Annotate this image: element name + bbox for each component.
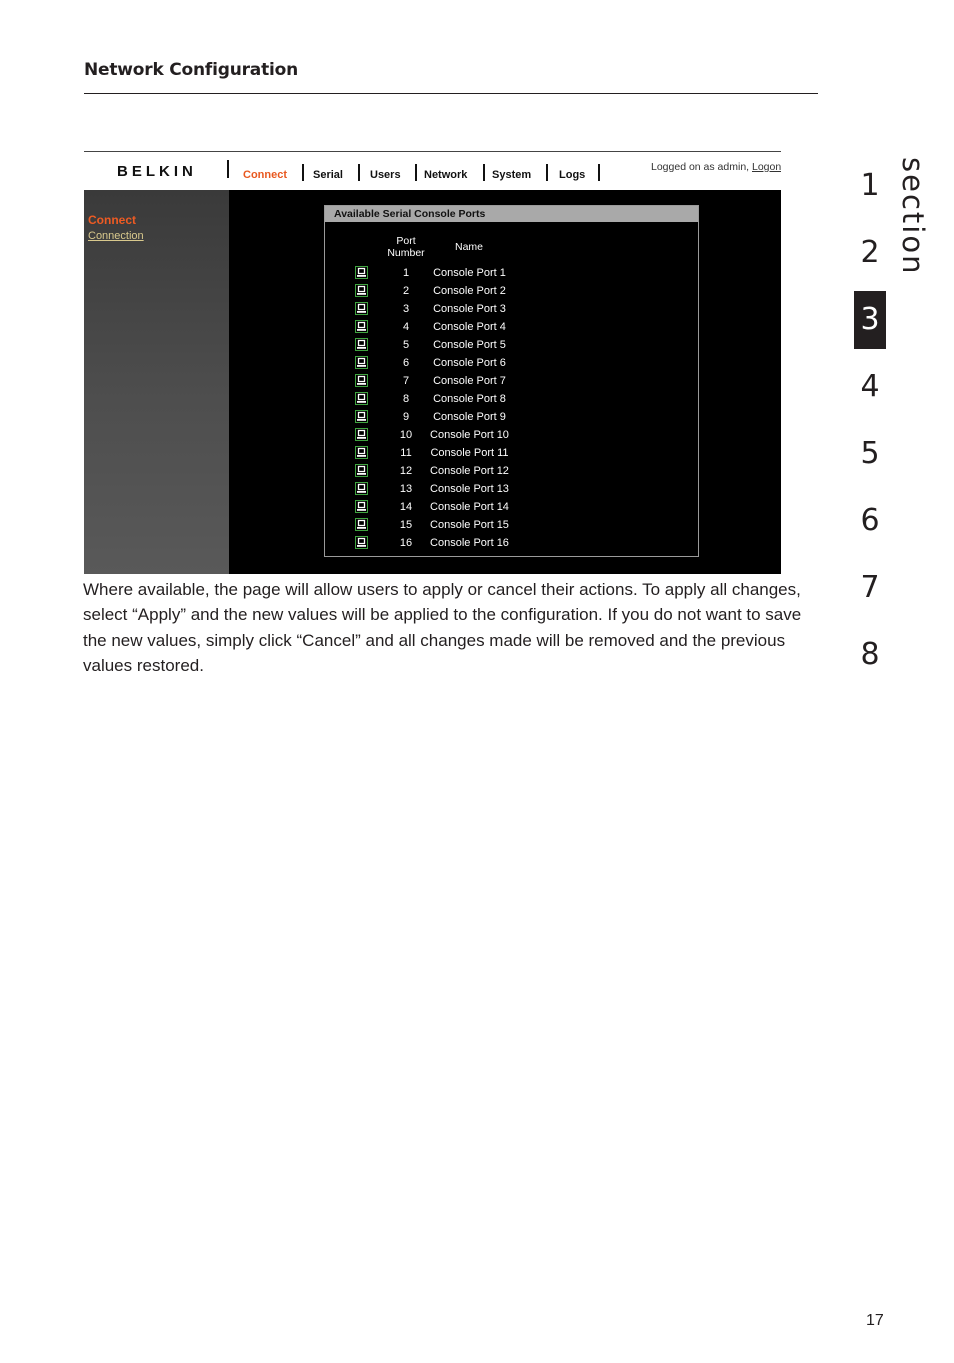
port-name: Console Port 16 (430, 537, 509, 549)
nav-tab-users[interactable]: Users (370, 169, 401, 181)
port-number: 5 (402, 339, 410, 351)
console-ports-panel (324, 205, 699, 557)
port-row (325, 536, 698, 554)
nav-tab-network[interactable]: Network (424, 169, 468, 181)
port-name: Console Port 7 (433, 375, 506, 387)
terminal-icon[interactable] (355, 392, 368, 405)
nav-separator (415, 164, 417, 181)
terminal-icon[interactable] (355, 446, 368, 459)
port-row (325, 320, 698, 338)
port-number: 2 (402, 285, 410, 297)
column-header-port-number: Port Number (387, 235, 425, 259)
section-number-4: 4 (860, 369, 880, 404)
port-row (325, 482, 698, 500)
section-label: section (896, 157, 930, 276)
section-number-6: 6 (860, 503, 880, 538)
port-name: Console Port 6 (433, 357, 506, 369)
port-number: 12 (399, 465, 413, 477)
top-nav-bar (84, 151, 781, 190)
nav-tab-logs[interactable]: Logs (559, 169, 586, 181)
port-row (325, 500, 698, 518)
port-row (325, 446, 698, 464)
port-name: Console Port 5 (433, 339, 506, 351)
section-number-3-current: 3 (854, 291, 886, 349)
section-number-8: 8 (860, 637, 880, 672)
page-header-title: Network Configuration (84, 60, 299, 80)
port-name: Console Port 1 (433, 267, 506, 279)
terminal-icon[interactable] (355, 356, 368, 369)
sidebar-heading: Connect (88, 213, 136, 227)
port-row (325, 284, 698, 302)
terminal-icon[interactable] (355, 374, 368, 387)
section-number-7: 7 (860, 570, 880, 605)
page-number: 17 (866, 1312, 884, 1329)
nav-separator (302, 164, 304, 181)
port-row (325, 374, 698, 392)
port-number: 11 (400, 447, 412, 459)
port-number: 14 (399, 501, 413, 513)
port-row (325, 302, 698, 320)
port-number: 3 (402, 303, 410, 315)
terminal-icon[interactable] (355, 428, 368, 441)
sidebar-link-connection[interactable]: Connection (88, 230, 144, 242)
port-number: 6 (402, 357, 410, 369)
sidebar (84, 190, 229, 574)
port-number: 7 (402, 375, 410, 387)
port-row (325, 464, 698, 482)
terminal-icon[interactable] (355, 500, 368, 513)
panel-title: Available Serial Console Ports (325, 206, 698, 222)
nav-tab-connect[interactable]: Connect (243, 169, 287, 181)
nav-separator (546, 164, 548, 181)
terminal-icon[interactable] (355, 518, 368, 531)
login-status-text: Logged on as admin, (651, 161, 752, 173)
port-number: 8 (402, 393, 410, 405)
port-number: 9 (402, 411, 410, 423)
port-row (325, 266, 698, 284)
nav-separator (227, 160, 229, 178)
port-number: 16 (399, 537, 413, 549)
terminal-icon[interactable] (355, 410, 368, 423)
section-number-5: 5 (860, 436, 880, 471)
port-row (325, 410, 698, 428)
port-row (325, 338, 698, 356)
body-paragraph: Where available, the page will allow users to apply or cancel their actions. To apply all changes, select “Apply” and the new values will be applied to the configuration. If you do not want to save the new values, simply click “Cancel” and all changes made will be removed and the previous values restored. (83, 580, 802, 675)
nav-tab-serial[interactable]: Serial (313, 169, 343, 181)
header-divider (84, 93, 818, 94)
nav-tab-system[interactable]: System (492, 169, 532, 181)
port-number: 13 (399, 483, 413, 495)
port-name: Console Port 3 (433, 303, 506, 315)
terminal-icon[interactable] (355, 464, 368, 477)
ui-screenshot (84, 151, 781, 574)
terminal-icon[interactable] (355, 320, 368, 333)
port-name: Console Port 11 (430, 447, 509, 459)
terminal-icon[interactable] (355, 482, 368, 495)
terminal-icon[interactable] (355, 302, 368, 315)
section-number-1: 1 (860, 168, 880, 203)
port-name: Console Port 13 (430, 483, 509, 495)
nav-separator (358, 164, 360, 181)
port-row (325, 428, 698, 446)
port-name: Console Port 2 (433, 285, 506, 297)
port-number: 15 (399, 519, 413, 531)
terminal-icon[interactable] (355, 338, 368, 351)
port-number: 4 (402, 321, 410, 333)
port-row (325, 392, 698, 410)
port-name: Console Port 10 (430, 429, 509, 441)
logon-link[interactable]: Logon (752, 161, 781, 173)
port-number: 10 (399, 429, 413, 441)
port-name: Console Port 14 (430, 501, 509, 513)
column-header-name: Name (455, 241, 484, 253)
nav-separator (483, 164, 485, 181)
belkin-logo: BELKIN (117, 163, 197, 180)
login-status (651, 161, 781, 173)
port-row (325, 518, 698, 536)
port-name: Console Port 12 (430, 465, 509, 477)
port-name: Console Port 8 (433, 393, 506, 405)
port-name: Console Port 9 (433, 411, 506, 423)
port-name: Console Port 15 (430, 519, 509, 531)
terminal-icon[interactable] (355, 536, 368, 549)
port-number: 1 (402, 267, 410, 279)
terminal-icon[interactable] (355, 284, 368, 297)
terminal-icon[interactable] (355, 266, 368, 279)
port-name: Console Port 4 (433, 321, 506, 333)
section-number-2: 2 (860, 235, 880, 270)
nav-separator (598, 164, 600, 181)
port-row (325, 356, 698, 374)
